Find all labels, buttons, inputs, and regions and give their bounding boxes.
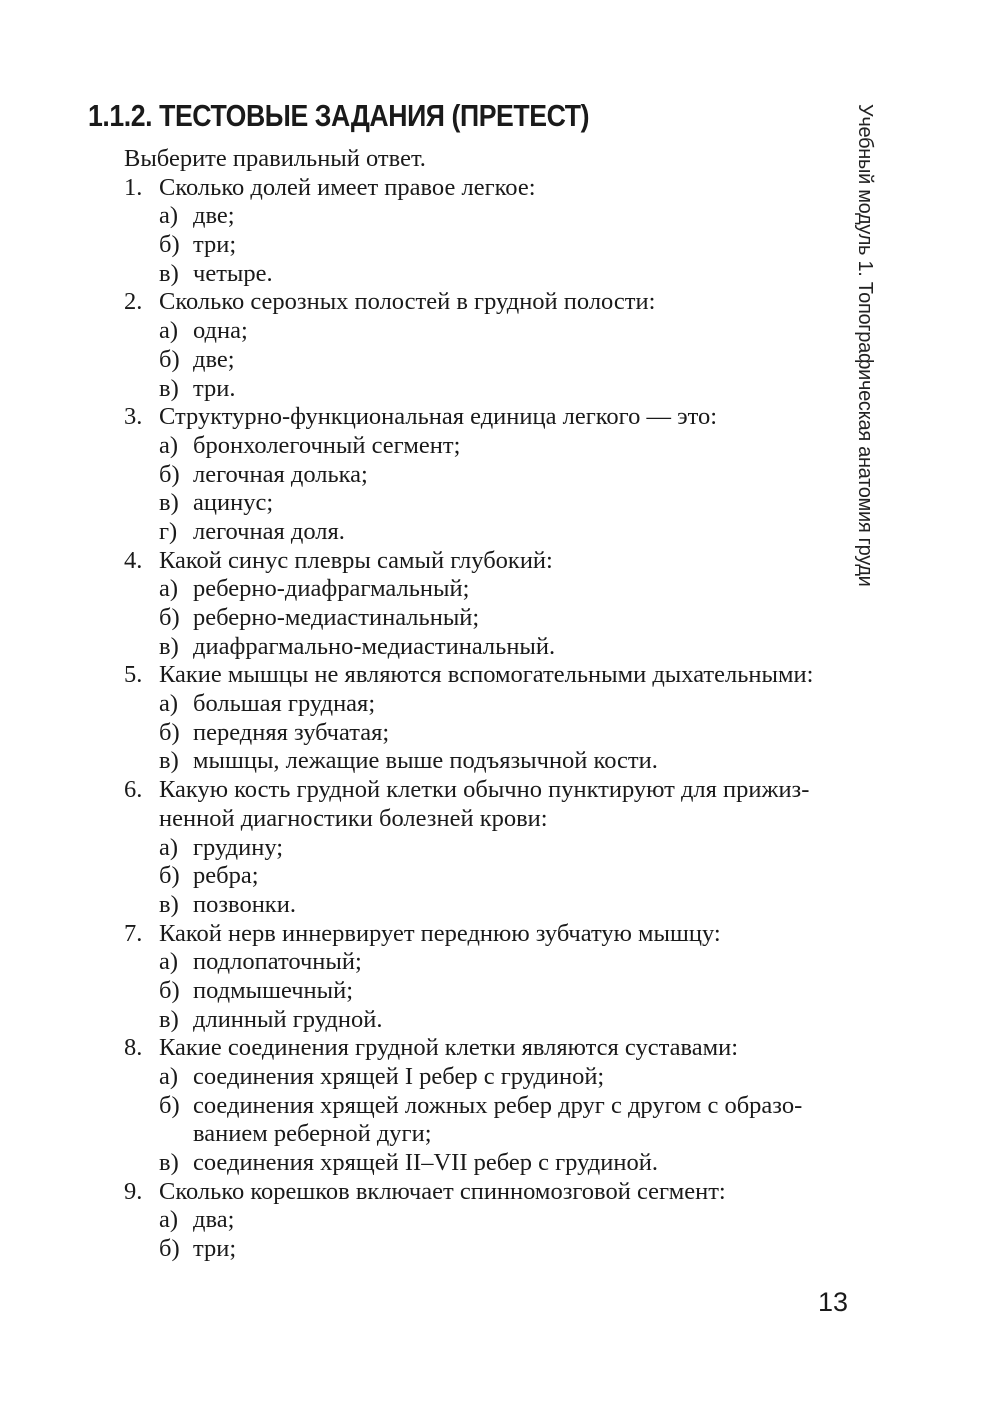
question-item: [0, 920, 1000, 1035]
answer-option: [0, 948, 1000, 977]
question-text: Какой нерв иннервирует переднюю зубчатую мышцу:: [159, 919, 721, 947]
option-text: соединения хрящей I ребер с грудиной;: [193, 1063, 605, 1090]
question-number: 5.: [124, 661, 143, 689]
option-label: б): [159, 231, 180, 259]
option-label: в): [159, 747, 179, 775]
question-item: [0, 661, 1000, 776]
option-text: ребра;: [193, 862, 259, 890]
answer-option: [0, 604, 1000, 633]
option-label: а): [159, 575, 179, 603]
option-label: а): [159, 948, 179, 976]
question-number: 6.: [124, 776, 143, 804]
option-text: три;: [193, 1235, 237, 1263]
option-label: а): [159, 1063, 179, 1090]
answer-option: [0, 1149, 1000, 1178]
option-text: легочная долька;: [193, 460, 368, 488]
option-text: подлопаточный;: [193, 948, 362, 976]
option-label: в): [159, 374, 179, 402]
question-line: [0, 547, 1000, 576]
question-text: Какие соединения грудной клетки являются суставами:: [159, 1034, 739, 1062]
option-label: б): [159, 1235, 180, 1263]
question-item: [0, 1034, 1000, 1177]
question-number: 1.: [124, 173, 143, 201]
question-number: 9.: [124, 1177, 143, 1205]
question-item: [0, 288, 1000, 403]
answer-option: [0, 891, 1000, 920]
answer-option: [0, 719, 1000, 748]
answer-option: [0, 346, 1000, 375]
answer-option: [0, 1206, 1000, 1235]
question-text: Какую кость грудной клетки обычно пунктируют для прижиз-: [159, 776, 810, 804]
question-line: [0, 403, 1000, 432]
option-label: а): [159, 833, 179, 861]
test-content: [0, 145, 1000, 1264]
question-line: [0, 288, 1000, 317]
answer-option: [0, 1006, 1000, 1035]
question-number: 8.: [124, 1034, 143, 1062]
question-text: Структурно-функциональная единица легкого — это:: [159, 403, 718, 431]
answer-option: [0, 1235, 1000, 1264]
question-item: [0, 174, 1000, 289]
option-label: б): [159, 460, 180, 488]
option-text: передняя зубчатая;: [193, 718, 390, 746]
answer-option: [0, 747, 1000, 776]
option-label: б): [159, 1091, 180, 1119]
answer-option: [0, 489, 1000, 518]
option-label: б): [159, 862, 180, 890]
answer-option: [0, 518, 1000, 547]
answer-option: [0, 461, 1000, 490]
option-text: три.: [193, 374, 236, 402]
answer-option: [0, 633, 1000, 662]
option-text: реберно-медиастинальный;: [193, 604, 480, 631]
option-text: три;: [193, 231, 237, 259]
question-item: [0, 776, 1000, 919]
option-label: в): [159, 890, 179, 918]
option-text: легочная доля.: [193, 517, 345, 545]
question-item: [0, 547, 1000, 662]
question-item: [0, 403, 1000, 546]
running-head: Учебный модуль 1. Топографическая анатомия груди: [854, 104, 876, 587]
question-text: Какие мышцы не являются вспомогательными дыхательными:: [159, 661, 814, 689]
option-label: в): [159, 1005, 179, 1033]
option-text: четыре.: [193, 259, 273, 287]
option-label: в): [159, 489, 179, 517]
option-label: в): [159, 632, 179, 660]
question-line: [0, 1178, 1000, 1207]
option-label: г): [159, 517, 178, 545]
option-text: грудину;: [193, 833, 284, 861]
option-text: подмышечный;: [193, 976, 354, 1004]
answer-option: [0, 202, 1000, 231]
option-text: большая грудная;: [193, 690, 376, 718]
option-text: мышцы, лежащие выше подъязычной кости.: [193, 747, 658, 775]
answer-option: [0, 575, 1000, 604]
question-line: [0, 776, 1000, 805]
answer-option: [0, 375, 1000, 404]
option-text: две;: [193, 202, 235, 230]
answer-option: [0, 1092, 1000, 1121]
option-text: два;: [193, 1206, 235, 1234]
option-label: а): [159, 431, 179, 459]
question-text: Сколько долей имеет правое легкое:: [159, 173, 536, 201]
answer-option: [0, 317, 1000, 346]
option-text-continued: ванием реберной дуги;: [193, 1120, 432, 1148]
option-label: в): [159, 259, 179, 287]
option-text: реберно-диафрагмальный;: [193, 575, 470, 603]
question-list: [0, 174, 1000, 1264]
answer-option: [0, 977, 1000, 1006]
option-text: диафрагмально-медиастинальный.: [193, 632, 556, 660]
answer-option: [0, 862, 1000, 891]
option-label: б): [159, 718, 180, 746]
question-text: Сколько корешков включает спинномозговой сегмент:: [159, 1177, 726, 1205]
option-label: в): [159, 1149, 179, 1177]
option-text: бронхолегочный сегмент;: [193, 431, 461, 459]
option-label: б): [159, 976, 180, 1004]
instructions: Выберите правильный ответ.: [124, 145, 426, 172]
option-label: а): [159, 317, 179, 345]
question-line: [0, 174, 1000, 203]
answer-option: [0, 432, 1000, 461]
option-label: б): [159, 345, 180, 373]
question-line: [0, 1034, 1000, 1063]
question-text: Какой синус плевры самый глубокий:: [159, 546, 553, 574]
answer-option: [0, 1063, 1000, 1092]
question-text: Сколько серозных полостей в грудной полости:: [159, 288, 656, 316]
option-label: а): [159, 1206, 179, 1234]
option-text: одна;: [193, 317, 248, 345]
option-text: две;: [193, 345, 235, 373]
page-heading: 1.1.2. ТЕСТОВЫЕ ЗАДАНИЯ (ПРЕТЕСТ): [88, 98, 590, 133]
question-text-continued: ненной диагностики болезней крови:: [159, 804, 548, 832]
option-label: а): [159, 202, 179, 230]
option-text: соединения хрящей II–VII ребер с грудиной.: [193, 1149, 658, 1177]
answer-option: [0, 834, 1000, 863]
answer-option: [0, 260, 1000, 289]
option-label: а): [159, 690, 179, 718]
option-text: позвонки.: [193, 890, 296, 918]
option-text: ацинус;: [193, 489, 274, 517]
question-item: [0, 1178, 1000, 1264]
question-number: 4.: [124, 546, 143, 574]
answer-option: [0, 690, 1000, 719]
page-number: 13: [818, 1287, 849, 1317]
option-text: длинный грудной.: [193, 1005, 383, 1033]
question-number: 7.: [124, 919, 143, 947]
question-line: [0, 661, 1000, 690]
answer-option: [0, 231, 1000, 260]
option-label: б): [159, 604, 180, 631]
option-text: соединения хрящей ложных ребер друг с другом с образо-: [193, 1091, 803, 1119]
question-number: 2.: [124, 288, 143, 316]
question-number: 3.: [124, 403, 143, 431]
question-line: [0, 920, 1000, 949]
